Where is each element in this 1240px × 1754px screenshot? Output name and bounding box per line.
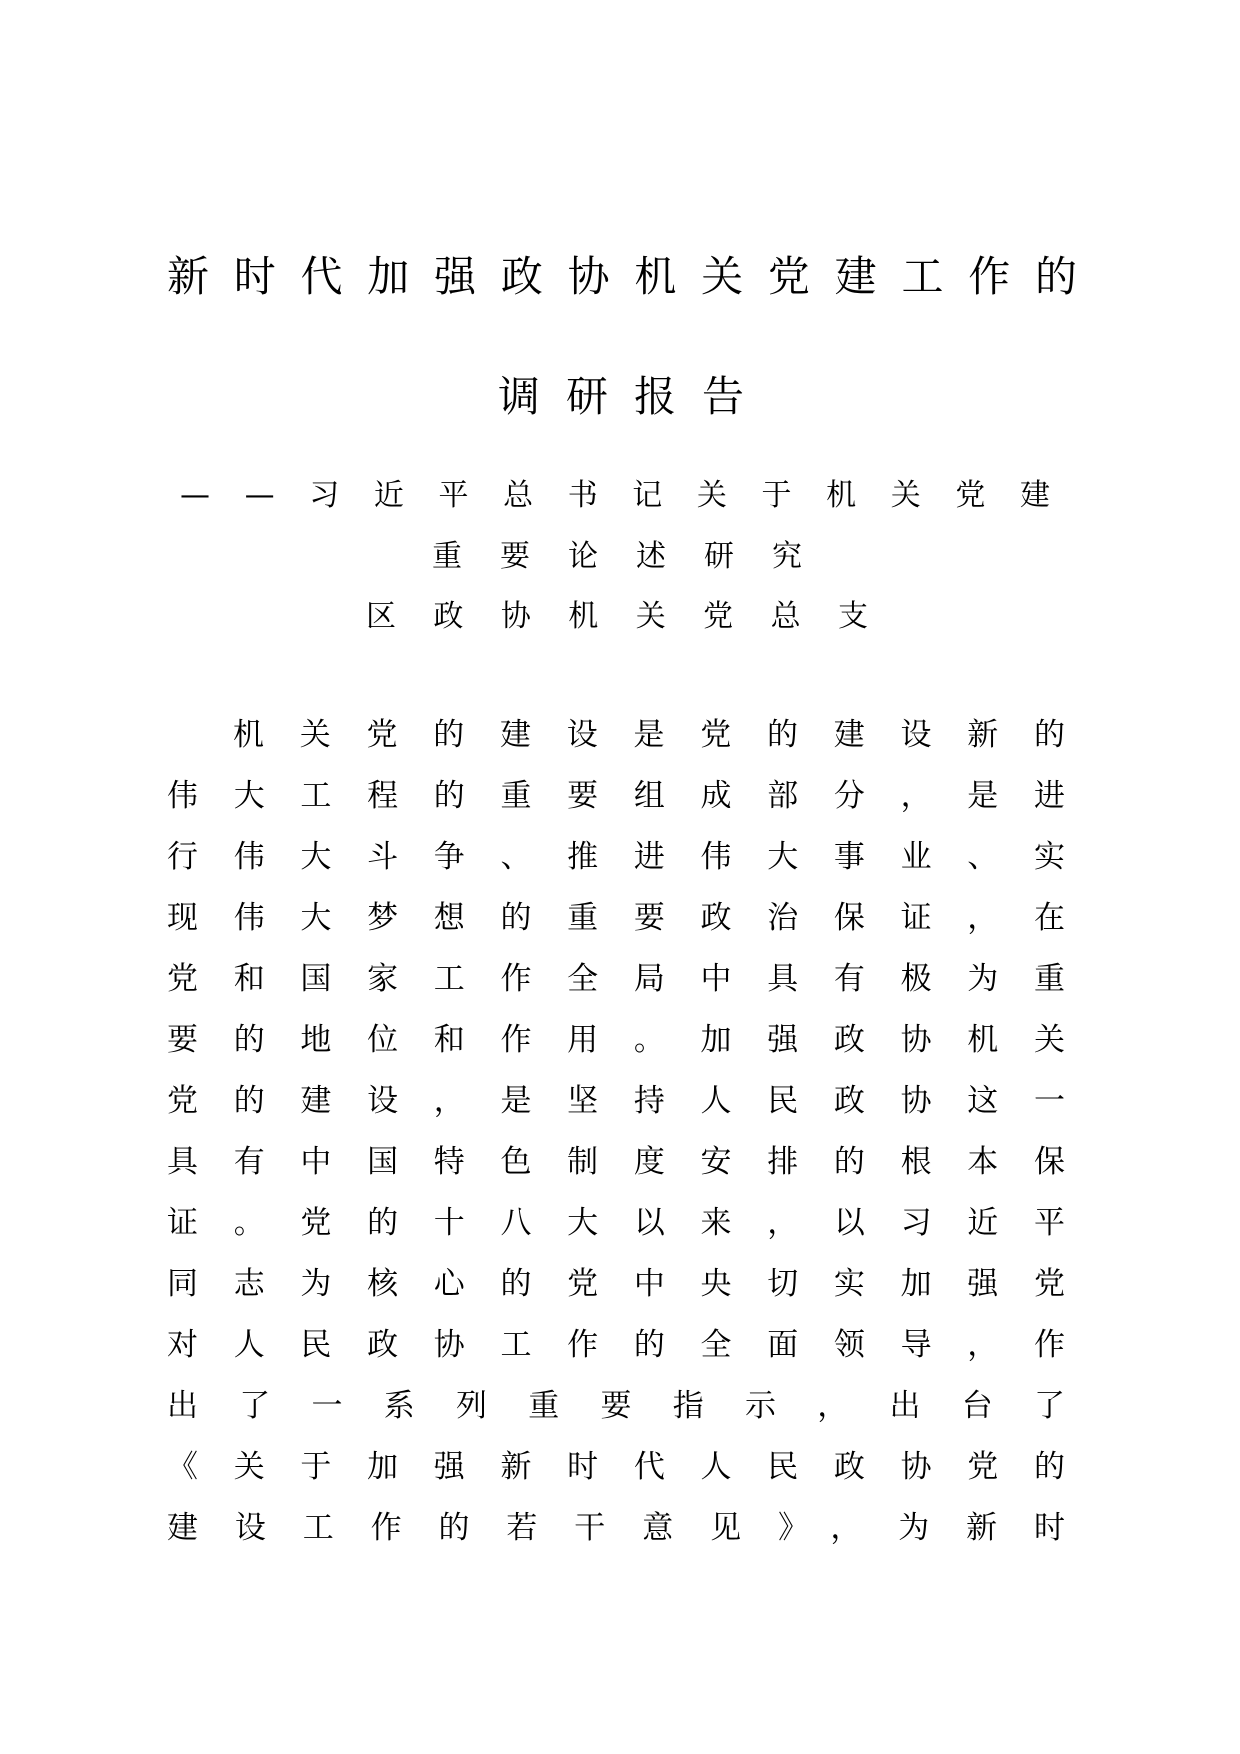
body-line: 《关于加强新时代人民政协党的 <box>167 1449 1101 1485</box>
body-line: 党的建设，是坚持人民政协这一 <box>167 1083 1101 1119</box>
body-line: 建设工作的若干意见》，为新时 <box>167 1510 1102 1546</box>
author-line: 区政协机关党总支 <box>366 599 906 634</box>
title-line-1: 新时代加强政协机关党建工作的 <box>167 252 1102 301</box>
body-line: 具有中国特色制度安排的根本保 <box>167 1144 1101 1180</box>
body-line: 机关党的建设是党的建设新的 <box>233 717 1101 753</box>
body-line: 现伟大梦想的重要政治保证，在 <box>167 900 1101 936</box>
body-line: 党和国家工作全局中具有极为重 <box>167 961 1101 997</box>
body-line: 出了一系列重要指示，出台了 <box>167 1388 1107 1424</box>
subtitle-line-2: 重要论述研究 <box>432 539 840 574</box>
body-line: 要的地位和作用。加强政协机关 <box>167 1022 1101 1058</box>
body-line: 伟大工程的重要组成部分，是进 <box>167 778 1101 814</box>
title-line-2: 调研报告 <box>498 372 770 421</box>
body-line: 同志为核心的党中央切实加强党 <box>167 1266 1101 1302</box>
subtitle-line-1: ——习近平总书记关于机关党建 <box>180 478 1085 513</box>
body-line: 对人民政协工作的全面领导，作 <box>167 1327 1101 1363</box>
body-line: 行伟大斗争、推进伟大事业、实 <box>167 839 1101 875</box>
body-line: 证。党的十八大以来，以习近平 <box>167 1205 1101 1241</box>
